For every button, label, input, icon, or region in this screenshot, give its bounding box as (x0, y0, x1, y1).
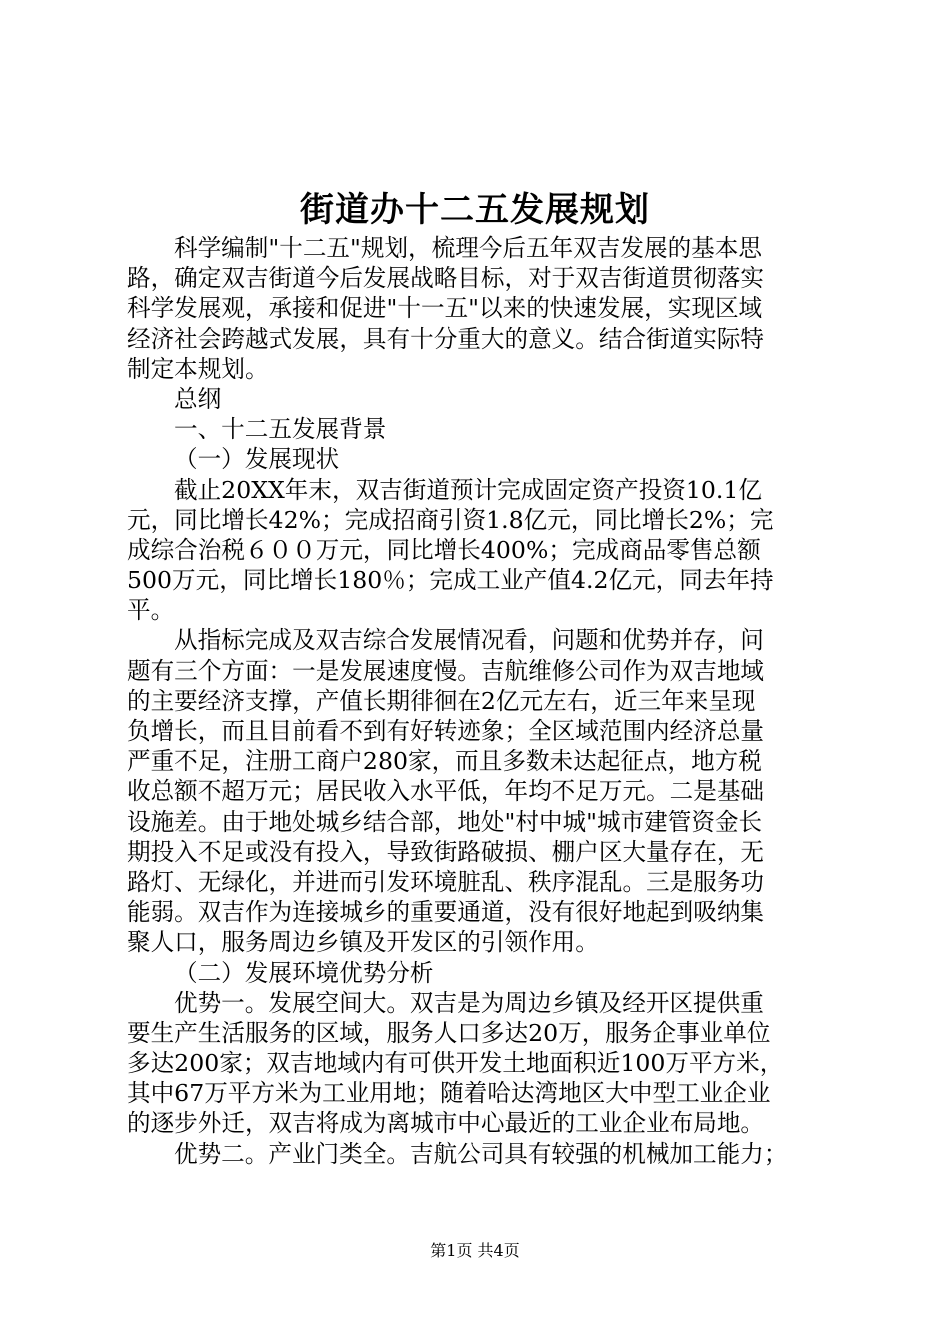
document-body (127, 233, 832, 1169)
text-line: 总纲 (174, 384, 222, 413)
text-line: 期投入不足或没有投入，导致街路破损、棚户区大量存在，无 (127, 837, 765, 866)
text-line: 路灯、无绿化，并进而引发环境脏乱、秩序混乱。三是服务功 (127, 867, 765, 896)
text-line: 题有三个方面：一是发展速度慢。吉航维修公司作为双吉地域 (127, 656, 765, 685)
text-line: 优势一。发展空间大。双吉是为周边乡镇及经开区提供重 (174, 988, 764, 1017)
text-line: 路，确定双吉街道今后发展战略目标，对于双吉街道贯彻落实 (127, 264, 765, 293)
text-line: 元，同比增长42%；完成招商引资1.8亿元，同比增长2%；完 (127, 505, 774, 534)
text-line: 制定本规划。 (127, 354, 269, 383)
text-line: 负增长，而且目前看不到有好转迹象；全区域范围内经济总量 (127, 717, 765, 745)
text-line: 科学编制"十二五"规划，梳理今后五年双吉发展的基本思 (174, 234, 762, 262)
text-line: 严重不足，注册工商户280家，而且多数未达起征点，地方税 (127, 747, 762, 776)
page-footer: 第1页 共4页 (430, 1241, 520, 1260)
text-line: 从指标完成及双吉综合发展情况看，问题和优势并存，问 (174, 626, 764, 655)
text-line: 成综合治税６００万元，同比增长400%；完成商品零售总额 (127, 535, 761, 564)
text-line: 经济社会跨越式发展，具有十分重大的意义。结合街道实际特 (127, 324, 765, 353)
text-line: 的主要经济支撑，产值长期徘徊在2亿元左右，近三年来呈现 (127, 686, 756, 715)
text-line: 的逐步外迁，双吉将成为离城市中心最近的工业企业布局地。 (127, 1109, 765, 1138)
text-line: 500万元，同比增长180％；完成工业产值4.2亿元，同去年持 (127, 566, 774, 595)
text-line: 其中67万平方米为工业用地；随着哈达湾地区大中型工业企业 (127, 1079, 771, 1108)
text-line: 聚人口，服务周边乡镇及开发区的引领作用。 (127, 928, 599, 957)
text-line: （二）发展环境优势分析 (174, 958, 434, 987)
text-line: 平。 (127, 596, 175, 625)
text-line: 一、十二五发展背景 (174, 415, 387, 444)
text-line: 科学发展观，承接和促进"十一五"以来的快速发展，实现区域 (127, 294, 763, 323)
text-line: （一）发展现状 (174, 445, 340, 474)
text-line: 收总额不超万元；居民收入水平低，年均不足万元。二是基础 (127, 777, 765, 806)
text-line: 设施差。由于地处城乡结合部，地处"村中城"城市建管资金长 (127, 807, 763, 836)
text-line: 多达200家；双吉地域内有可供开发土地面积近100万平方米， (127, 1049, 784, 1078)
text-line: 能弱。双吉作为连接城乡的重要通道，没有很好地起到吸纳集 (127, 898, 765, 927)
text-line: 截止20XX年末，双吉街道预计完成固定资产投资10.1亿 (174, 475, 763, 504)
document-title: 街道办十二五发展规划 (300, 190, 650, 230)
text-line: 要生产生活服务的区域，服务人口多达20万，服务企事业单位 (127, 1018, 771, 1047)
text-line: 优势二。产业门类全。吉航公司具有较强的机械加工能力； (174, 1139, 788, 1168)
